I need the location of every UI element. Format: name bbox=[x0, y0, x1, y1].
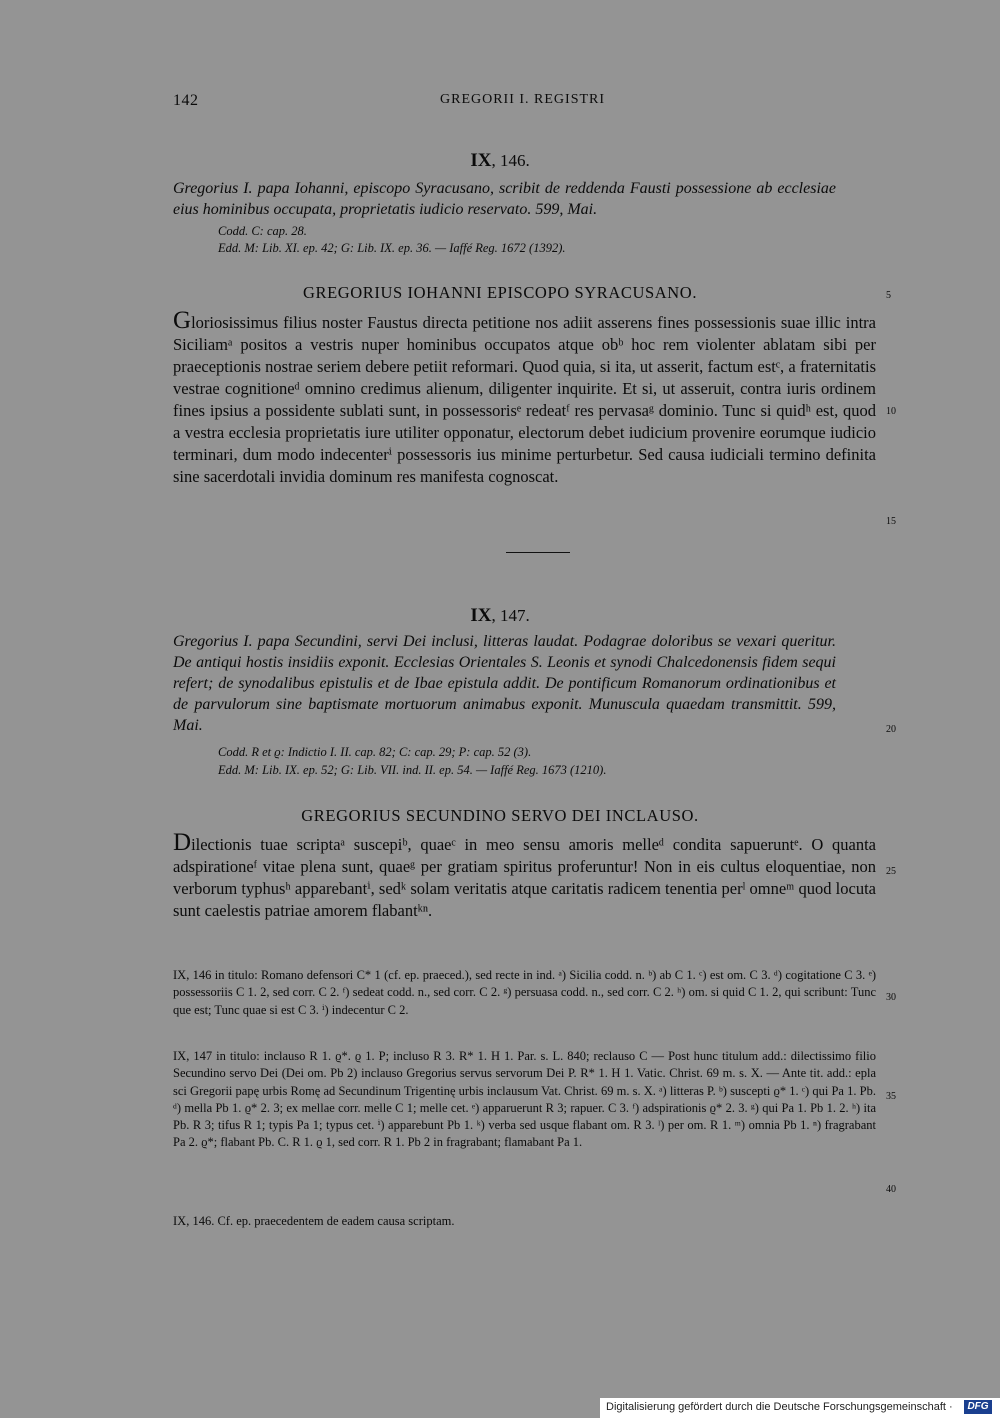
dfg-logo: DFG bbox=[964, 1400, 992, 1414]
letter-147-codd: Codd. R et ϱ: Indictio I. II. cap. 82; C: cap. 29; P: cap. 52 (3). bbox=[218, 745, 532, 759]
margin-line-number: 30 bbox=[886, 992, 896, 1003]
letter-146-text: loriosissimus filius noster Faustus directa petitione nos adiit asserens fines possessionis suae illic intra Siciliamᵃ positos a vestris nuper hominibus occupatos atque obᵇ hoc rem violenter ablatam sibi per praeceptionis nostrae seriem debere petiit reformari. Quod quia, si ita, ut asserit, factum estᶜ, a fraternitatis vestrae cognitioneᵈ omnino credimus alienum, diligenter inquirite. Et si, ut asseruit, contra iuris ordinem fines ipsius a possidente sublati sunt, in possessorisᵉ redeatᶠ res pervasaᵍ dominio. Tunc si quidʰ est, quod a vestra ecclesia proprietatis iure utiliter opponatur, electorum debet iudicium provenire eorumque iudicio terminari, dum modo indecenterⁱ possessoris ius minime perturbetur. Sed causa iudiciali termino definita sine sacerdotali invidia dominum res manifesta cognoscat. bbox=[173, 313, 876, 486]
margin-line-number: 10 bbox=[886, 406, 896, 417]
page-number: 142 bbox=[173, 92, 199, 109]
letter-146-summary: Gregorius I. papa Iohanni, episcopo Syracusano, scribit de reddenda Fausti possessione ab ecclesiae eius hominibus occupata, proprietatis iudicio reservato. 599, Mai. bbox=[173, 180, 836, 218]
apparatus-notes-147 bbox=[173, 1048, 876, 1152]
commentary-146-text: IX, 146. Cf. ep. praecedentem de eadem causa scriptam. bbox=[173, 1214, 455, 1228]
letter-147-initial: D bbox=[173, 829, 192, 856]
letter-separator bbox=[506, 552, 570, 553]
notes-146-text: IX, 146 in titulo: Romano defensori C* 1 (cf. ep. praeced.), sed recte in ind. ᵃ) Sicilia codd. n. ᵇ) ab C 1. ᶜ) est om. C 3. ᵈ) cogitatione C 3. ᵉ) possessoriis C 1. 2, sed corr. C 2. ᶠ) sedeat codd. n., sed corr. C 2. ᵍ) persuasa codd. n., sed corr. C 2. ʰ) om. si quid C 1. 2, qui scribunt: Tunc que est; Tunc quae si est C 3. ⁱ) indecentur C 2. bbox=[173, 968, 876, 1017]
notes-147-text: IX, 147 in titulo: inclauso R 1. ϱ*. ϱ 1. P; incluso R 3. R* 1. H 1. Par. s. L. 840; reclauso C — Post hunc titulum add.: dilectissimo filio Secundino servo Dei (Dei om. Pb 2) inclauso Gregorius servus servorum Dei P. R* 1. H 1. Vatic. Christ. 69 m. s. X. — Ante tit. add.: epla sci Gregorii papę urbis Romę ad Secundinum Trigentinę urbis inclausum Vat. Christ. 69 m. s. X. ᵃ) litteras P. ᵇ) suscepti ϱ* 1. ᶜ) qui Pa 1. Pb. ᵈ) mella Pb 1. ϱ* 2. 3; ex mellae corr. melle C 1; melle cet. ᵉ) apparuerunt R 3; rapuer. C 3. ᶠ) adspirationis ϱ* 2. 3. ᵍ) qui Pa 1. Pb 1. 2. ʰ) ita Pb. R 3; tifus R 1; typis Pa 1; typus cet. ⁱ) apparebunt Pb 1. ᵏ) verba sed usque flabant om. R 3. ˡ) per om. R 1. ᵐ) omnia Pb 1. ⁿ) fragrabant Pa 2. ϱ*; flabant Pb. C. R 1. ϱ 1, sed corr. R 1. Pb 2 in fragrabant; flamabant Pa 1. bbox=[173, 1049, 876, 1150]
letter-146-codd: Codd. C: cap. 28. bbox=[218, 224, 307, 238]
letter-147-book: IX bbox=[470, 605, 492, 626]
letter-146-book: IX bbox=[470, 150, 492, 171]
letter-146-edd: Edd. M: Lib. XI. ep. 42; G: Lib. IX. ep. 36. — Iaffé Reg. 1672 (1392). bbox=[218, 241, 566, 255]
margin-line-number: 25 bbox=[886, 866, 896, 877]
margin-line-number: 5 bbox=[886, 290, 891, 301]
letter-147-address: GREGORIUS SECUNDINO SERVO DEI INCLAUSO. bbox=[301, 806, 699, 825]
letter-147-number bbox=[0, 605, 1000, 627]
letter-147-summary: Gregorius I. papa Secundini, servi Dei inclusi, litteras laudat. Podagrae doloribus se vexari queritur. De antiqui hostis insidiis exponit. Ecclesias Orientales S. Leonis et synodi Chalcedonensis fidem sequi refert; de synodalibus epistulis et de Ibae epistula addit. De pontificum Romanorum ordinationibus et de parvulorum sine baptismate mortuorum animabus exponit. Munuscula quaedam transmittit. 599, Mai. bbox=[173, 633, 836, 734]
letter-146-number bbox=[0, 150, 1000, 172]
running-title: GREGORII I. REGISTRI bbox=[440, 92, 606, 107]
letter-146-index: , 146. bbox=[491, 151, 530, 170]
letter-147-index: , 147. bbox=[491, 606, 530, 625]
letter-147-edd: Edd. M: Lib. IX. ep. 52; G: Lib. VII. ind. II. ep. 54. — Iaffé Reg. 1673 (1210). bbox=[218, 763, 607, 777]
commentary-note bbox=[173, 1213, 876, 1230]
margin-line-number: 40 bbox=[886, 1184, 896, 1195]
dfg-credit: Digitalisierung gefördert durch die Deutsche Forschungsgemeinschaft · bbox=[606, 1401, 953, 1413]
letter-147-text: ilectionis tuae scriptaᵃ suscepiᵇ, quaeᶜ in meo sensu amoris melleᵈ condita sapueruntᵉ. O quanta adspirationeᶠ vitae plena sunt, quaeᵍ per gratiam spiritus proferuntur! Non in eis cultus eloquentiae, non verborum typhusʰ apparebantⁱ, sedᵏ solam veritatis atque caritatis radicem tenentia perˡ omneᵐ quod locuta sunt caelestis patriae amorem flabantᵏⁿ. bbox=[173, 835, 876, 920]
letter-147-body bbox=[173, 829, 876, 922]
letter-146-body bbox=[173, 307, 876, 488]
margin-line-number: 15 bbox=[886, 516, 896, 527]
margin-line-number: 35 bbox=[886, 1091, 896, 1102]
letter-146-initial: G bbox=[173, 307, 192, 334]
margin-line-number: 20 bbox=[886, 724, 896, 735]
letter-146-address: GREGORIUS IOHANNI EPISCOPO SYRACUSANO. bbox=[302, 283, 698, 302]
apparatus-notes-146 bbox=[173, 967, 876, 1019]
